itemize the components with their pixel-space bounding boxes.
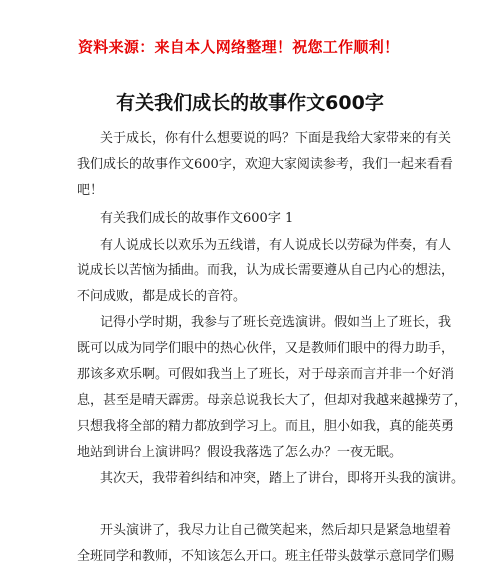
paragraph-line: 记得小学时期，我参与了班长竞选演讲。假如当上了班长，我 — [100, 315, 452, 330]
paragraph-line: 开头演讲了，我尽力让自己微笑起来，然后却只是紧急地望着 — [100, 523, 452, 538]
document-title: 有关我们成长的故事作文600字 — [116, 92, 384, 114]
paragraph-line: 吧！ — [77, 183, 104, 198]
paragraph-line: 全班同学和教师，不知该怎么开口。班主任带头鼓掌示意同学们赐 — [77, 549, 455, 564]
paragraph-line: 有人说成长以欢乐为五线谱，有人说成长以劳碌为伴奏，有人 — [100, 238, 452, 253]
section-heading: 有关我们成长的故事作文600字 1 — [100, 211, 294, 226]
paragraph-line: 地站到讲台上演讲吗？假设我落选了怎么办？一夜无眠。 — [77, 445, 403, 460]
paragraph-line: 只想我将全部的精力都放到学习上。而且，胆小如我，真的能英勇 — [77, 419, 455, 434]
paragraph-line: 我们成长的故事作文600字，欢迎大家阅读参考，我们一起来看看 — [77, 157, 453, 172]
paragraph-line: 息，甚至是晴天霹雳。母亲总说我长大了，但却对我越来越操劳了， — [77, 393, 468, 408]
paragraph-line: 既可以成为同学们眼中的热心伙伴，又是教师们眼中的得力助手， — [77, 341, 455, 356]
paragraph-line: 不问成败，都是成长的音符。 — [77, 289, 247, 304]
paragraph-line: 说成长以苦恼为插曲。而我，认为成长需要遵从自己内心的想法， — [77, 263, 455, 278]
source-note: 资料来源：来自本人网络整理！祝您工作顺利！ — [78, 38, 400, 56]
paragraph-line: 那该多欢乐啊。可假如我当上了班长，对于母亲而言并非一个好消 — [77, 367, 455, 382]
paragraph-line: 其次天，我带着纠结和冲突，踏上了讲台，即将开头我的演讲。 — [100, 471, 465, 486]
paragraph-line: 关于成长，你有什么想要说的吗？下面是我给大家带来的有关 — [100, 131, 452, 146]
